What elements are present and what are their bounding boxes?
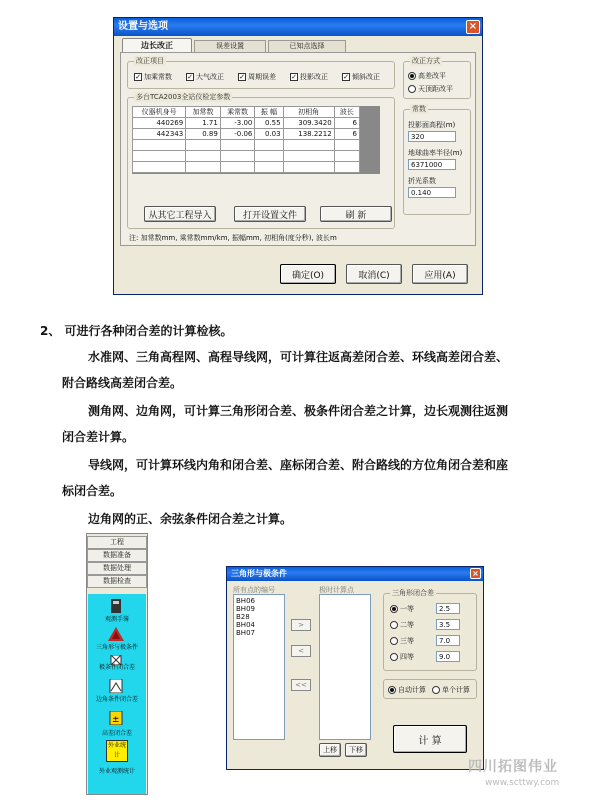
table-header-row [133,107,360,118]
radio-label: 自动计算 [398,686,426,694]
refraction-input[interactable]: 0.140 [408,187,456,198]
table-cell[interactable]: 0.89 [186,129,221,140]
table-cell[interactable]: 309.3420 [283,118,334,129]
calculate-button[interactable]: 计 算 [393,725,467,753]
triangle-closure-label: 三角形闭合差 [392,589,434,597]
remove-all-button[interactable]: << [291,679,311,691]
calc-mode-group [383,679,477,699]
list-item[interactable]: BH06 [236,597,255,605]
col-header: 加常数 [186,107,221,118]
check-icon: ✓ [187,73,193,81]
table-cell[interactable]: -3.00 [220,118,255,129]
radio-icon [390,621,398,629]
radio-grade-3[interactable] [390,636,414,646]
table-cell[interactable]: 0.03 [255,129,283,140]
tab-known-points[interactable]: 已知点选择 [268,40,346,52]
triangle-icon[interactable] [108,626,124,640]
close-icon[interactable]: × [470,568,481,579]
table-cell[interactable]: 440269 [133,118,186,129]
col-header: 仪器机身号 [133,107,186,118]
checkbox-label: 投影改正 [300,73,328,81]
table-row[interactable] [133,129,360,140]
table-row[interactable] [133,140,360,151]
radio-selected-icon [390,605,398,613]
triangle-dialog-title: 三角形与极条件 [231,569,287,578]
apply-button[interactable]: 应用(A) [412,264,468,284]
move-up-button[interactable]: 上移 [319,743,341,757]
paragraph-angle-1: 测角网、边角网，可计算三角形闭合差、极条件闭合差之计算，边长观测往返测 [88,404,509,418]
grade-1-input[interactable]: 2.5 [436,603,460,614]
move-down-button[interactable]: 下移 [345,743,367,757]
sidebar-item-edge-angle[interactable]: 边角条件闭合差 [95,696,138,703]
col-header: 初相角 [283,107,334,118]
list-item[interactable]: BH07 [236,629,255,637]
table-row[interactable] [133,151,360,162]
ok-button[interactable]: 确定(O) [280,264,336,284]
checkbox-label: 倾斜改正 [352,73,380,81]
radio-auto-calc[interactable] [388,685,426,695]
all-points-label: 所有点的编号 [233,586,275,594]
list-item[interactable]: BH09 [236,605,255,613]
tab-edge-correction[interactable]: 边长改正 [122,38,192,52]
grade-2-input[interactable]: 3.5 [436,619,460,630]
sidebar-item-polar[interactable]: 极条件闭合差 [98,664,135,671]
refresh-button[interactable]: 刷 新 [320,206,392,222]
constants-label: 常数 [412,105,426,113]
calc-points-label: 极时计算点 [319,586,354,594]
all-points-list[interactable] [233,594,285,740]
notebook-icon[interactable] [108,598,124,612]
triangle-closure-group [383,589,477,671]
sidebar-item-field-stats[interactable]: 外业观测统计 [98,768,135,775]
col-header: 波长 [334,107,359,118]
module-sidebar [86,533,148,795]
radio-label: 四等 [400,653,414,661]
grade-4-input[interactable]: 9.0 [436,651,460,662]
triangle-polar-dialog [226,566,484,770]
settings-dialog-titlebar [114,18,482,36]
radio-label: 单个计算 [442,686,470,694]
sidebar-button-data-check[interactable]: 数据检查 [87,575,147,588]
tab-panel [120,52,476,246]
checkbox-periodic-error[interactable] [238,72,276,82]
checkbox-atmosphere[interactable] [186,72,224,82]
list-item[interactable]: B28 [236,613,250,621]
settings-dialog [113,17,483,295]
grade-3-input[interactable]: 7.0 [436,635,460,646]
calc-points-list[interactable] [319,594,371,740]
table-cell[interactable]: 442343 [133,129,186,140]
radio-label: 高差改平 [418,72,446,80]
edge-angle-icon[interactable] [108,678,124,692]
radio-height-diff[interactable] [408,71,446,81]
add-point-button[interactable]: > [291,619,311,631]
list-item[interactable]: BH04 [236,621,255,629]
paragraph-leveling-1: 水准网、三角高程网、高程导线网，可计算往返高差闭合差、环线高差闭合差、 [88,350,509,364]
settings-dialog-title: 设置与选项 [118,21,168,32]
cancel-button[interactable]: 取消(C) [346,264,402,284]
sidebar-button-data-prep[interactable]: 数据准备 [87,549,147,562]
paragraph-traverse-1: 导线网，可计算环线内角和闭合差、座标闭合差、附合路线的方位角闭合差和座 [88,458,509,472]
radio-icon [432,686,440,694]
tab-error-settings[interactable]: 误差设置 [194,40,266,52]
paragraph-traverse-2: 标闭合差。 [62,484,123,498]
units-note: 注: 加常数mm, 乘常数mm/km, 振幅mm, 初相角(度分秒), 波长m [129,234,337,242]
radio-selected-icon [408,72,416,80]
paragraph-sine-cosine: 边角网的正、余弦条件闭合差之计算。 [88,512,293,526]
height-diff-icon[interactable] [108,710,124,724]
correction-items-group [127,57,395,89]
remove-point-button[interactable]: < [291,645,311,657]
sidebar-button-project[interactable]: 工程 [87,536,147,549]
check-tools-panel [88,594,146,794]
check-icon: ✓ [135,73,141,81]
col-header: 振 幅 [255,107,283,118]
radio-icon [390,637,398,645]
constants-group [403,105,471,215]
check-icon: ✓ [343,73,349,81]
radio-label: 一等 [400,605,414,613]
radio-icon [408,85,416,93]
radio-label: 天顶距改平 [418,85,453,93]
svg-text:±: ± [112,715,120,725]
earth-radius-label: 地球曲率半径(m) [408,149,463,157]
check-icon: ✓ [239,73,245,81]
refraction-label: 折光系数 [408,177,436,185]
radio-grade-4[interactable] [390,652,414,662]
sidebar-item-height-diff[interactable]: 高差闭合差 [101,730,132,737]
watermark-url: www.scttwy.com [485,778,560,788]
radio-zenith[interactable] [408,84,453,94]
paragraph-leveling-2: 附合路线高差闭合差。 [62,376,183,390]
radio-grade-1[interactable] [390,604,414,614]
checkbox-add-mult-constant[interactable] [134,72,172,82]
correction-method-label: 改正方式 [412,57,440,65]
paragraph-angle-2: 闭合差计算。 [62,430,135,444]
earth-radius-input[interactable]: 6371000 [408,159,456,170]
projection-height-input[interactable]: 320 [408,131,456,142]
radio-grade-2[interactable] [390,620,414,630]
checkbox-label: 大气改正 [196,73,224,81]
correction-items-label: 改正项目 [136,57,164,65]
table-cell[interactable]: 6 [334,118,359,129]
checkbox-projection[interactable] [290,72,328,82]
table-cell[interactable]: 6 [334,129,359,140]
instrument-params-label: 多台TCA2003全站仪检定参数 [136,93,231,101]
open-settings-file-button[interactable]: 打开设置文件 [234,206,306,222]
radio-icon [390,653,398,661]
instrument-table [132,106,360,173]
field-stats-icon-label: 外业统计 [107,742,126,759]
field-stats-icon[interactable] [106,740,128,762]
radio-label: 三等 [400,637,414,645]
close-icon[interactable]: × [466,20,480,34]
table-cell[interactable]: 0.55 [255,118,283,129]
correction-method-group [403,57,471,99]
sidebar-button-data-process[interactable]: 数据处理 [87,562,147,575]
watermark-name: 四川拓图伟业 [468,759,558,775]
table-cell[interactable]: 1.71 [186,118,221,129]
instrument-params-group [127,93,395,229]
sidebar-item-triangle[interactable]: 三角形与极条件 [95,644,138,651]
import-from-project-button[interactable]: 从其它工程导入 [144,206,216,222]
checkbox-tilt[interactable] [342,72,380,82]
radio-label: 二等 [400,621,414,629]
check-icon: ✓ [291,73,297,81]
radio-selected-icon [388,686,396,694]
table-cell[interactable]: -0.06 [220,129,255,140]
triangle-dialog-titlebar [227,567,483,581]
radio-single-calc[interactable] [432,685,470,695]
checkbox-label: 加乘常数 [144,73,172,81]
table-row[interactable] [133,118,360,129]
col-header: 乘常数 [220,107,255,118]
heading: 2、 可进行各种闭合差的计算检核。 [40,324,233,338]
sidebar-item-notebook[interactable]: 观测手簿 [104,616,129,623]
projection-height-label: 投影面高程(m) [408,121,456,129]
checkbox-label: 周期误差 [248,73,276,81]
table-row[interactable] [133,162,360,173]
table-cell[interactable]: 138.2212 [283,129,334,140]
polar-condition-icon[interactable] [108,650,124,660]
